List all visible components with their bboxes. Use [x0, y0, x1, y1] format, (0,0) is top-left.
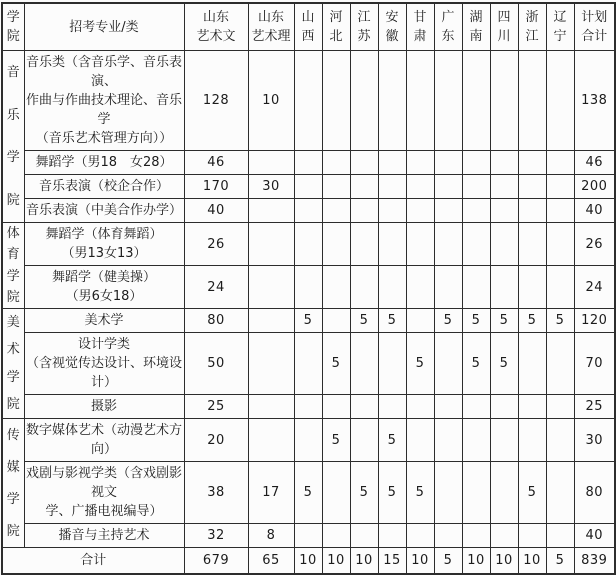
header-col-liaoning	[546, 3, 574, 51]
major-cell-line: （男6女18）	[65, 289, 143, 304]
plan-cell-jiangsu	[350, 333, 378, 395]
college-cell-physical-education	[2, 223, 24, 309]
plan-cell-plan-total: 120	[574, 309, 615, 333]
plan-cell-zhejiang	[518, 151, 546, 175]
header-col-gansu-line: 甘	[413, 10, 427, 25]
header-col-sichuan-line: 四	[497, 10, 511, 25]
plan-cell-sichuan	[490, 51, 518, 151]
table-header	[2, 3, 615, 51]
footer-label-cell: 合计	[2, 548, 184, 575]
footer-cell-guangdong: 5	[434, 548, 462, 575]
footer-cell-jiangsu: 10	[350, 548, 378, 575]
plan-cell-shanxi	[294, 175, 322, 199]
plan-cell-plan-total: 138	[574, 51, 615, 151]
plan-cell-plan-total: 200	[574, 175, 615, 199]
plan-cell-sd-arts-wen: 26	[184, 223, 248, 266]
header-col-hebei	[322, 3, 350, 51]
plan-cell-zhejiang	[518, 395, 546, 419]
plan-cell-plan-total: 70	[574, 333, 615, 395]
plan-cell-sichuan	[490, 175, 518, 199]
plan-cell-sd-arts-wen: 40	[184, 199, 248, 223]
plan-cell-hunan	[462, 223, 490, 266]
plan-cell-sd-arts-li	[248, 309, 294, 333]
major-cell	[24, 524, 184, 548]
major-row	[2, 223, 615, 266]
footer-cell-sd-arts-wen: 679	[184, 548, 248, 575]
plan-cell-jiangsu	[350, 51, 378, 151]
major-row	[2, 51, 615, 151]
footer-cell-anhui: 15	[378, 548, 406, 575]
plan-cell-sd-arts-wen: 32	[184, 524, 248, 548]
college-char: 学	[6, 369, 20, 385]
college-char: 学	[6, 491, 20, 507]
plan-cell-sd-arts-li	[248, 333, 294, 395]
college-char: 院	[6, 523, 20, 539]
major-row	[2, 175, 615, 199]
plan-cell-sichuan	[490, 266, 518, 309]
plan-cell-jiangsu	[350, 395, 378, 419]
major-cell-line: 音乐表演（中美合作办学）	[25, 203, 182, 218]
plan-cell-anhui	[378, 151, 406, 175]
major-cell	[24, 462, 184, 524]
major-cell	[24, 333, 184, 395]
major-cell-line: 数字媒体艺术（动漫艺术方向）	[25, 423, 182, 457]
header-col-anhui-line: 安	[385, 10, 399, 25]
plan-cell-hebei	[322, 51, 350, 151]
college-char: 学	[6, 268, 20, 284]
header-col-zhejiang-line: 江	[525, 29, 539, 44]
plan-cell-sichuan: 5	[490, 309, 518, 333]
header-college-line: 院	[6, 29, 20, 44]
footer-cell-hunan: 10	[462, 548, 490, 575]
plan-cell-plan-total: 40	[574, 524, 615, 548]
plan-cell-sd-arts-wen: 46	[184, 151, 248, 175]
major-cell-line: （男13女13）	[61, 246, 147, 261]
plan-cell-gansu	[406, 524, 434, 548]
college-cell-fine-arts	[2, 309, 24, 419]
plan-cell-hebei	[322, 266, 350, 309]
major-cell-line: 舞蹈学（健美操）	[51, 270, 156, 285]
plan-cell-jiangsu	[350, 175, 378, 199]
header-col-hunan-line: 湖	[469, 10, 483, 25]
major-row	[2, 333, 615, 395]
plan-cell-gansu	[406, 419, 434, 462]
plan-cell-hunan	[462, 175, 490, 199]
plan-cell-hunan	[462, 395, 490, 419]
plan-cell-anhui	[378, 395, 406, 419]
major-cell-line: （音乐艺术管理方向））	[35, 131, 173, 146]
plan-cell-anhui	[378, 333, 406, 395]
plan-cell-sd-arts-li	[248, 151, 294, 175]
plan-cell-sd-arts-li	[248, 266, 294, 309]
college-cell-media	[2, 419, 24, 548]
plan-cell-liaoning	[546, 223, 574, 266]
plan-cell-guangdong	[434, 266, 462, 309]
plan-cell-jiangsu: 5	[350, 462, 378, 524]
header-col-guangdong	[434, 3, 462, 51]
plan-cell-sd-arts-wen: 128	[184, 51, 248, 151]
plan-cell-hebei	[322, 462, 350, 524]
plan-cell-sichuan	[490, 524, 518, 548]
plan-cell-shanxi	[294, 419, 322, 462]
plan-cell-zhejiang	[518, 333, 546, 395]
major-cell-line: 音乐表演（校企合作）	[38, 179, 169, 194]
header-col-jiangsu-line: 苏	[357, 29, 371, 44]
plan-cell-sd-arts-wen: 25	[184, 395, 248, 419]
plan-cell-sd-arts-li: 30	[248, 175, 294, 199]
plan-cell-sichuan: 5	[490, 333, 518, 395]
plan-cell-liaoning: 5	[546, 309, 574, 333]
header-col-sd-arts-wen	[184, 3, 248, 51]
header-col-sd-arts-li-line: 山东	[257, 10, 284, 25]
plan-cell-shanxi	[294, 266, 322, 309]
plan-cell-sd-arts-wen: 50	[184, 333, 248, 395]
plan-cell-zhejiang	[518, 199, 546, 223]
major-cell	[24, 51, 184, 151]
plan-cell-zhejiang	[518, 223, 546, 266]
plan-cell-liaoning	[546, 151, 574, 175]
college-cell-music	[2, 51, 24, 223]
plan-cell-shanxi: 5	[294, 309, 322, 333]
major-cell	[24, 175, 184, 199]
plan-cell-plan-total: 24	[574, 266, 615, 309]
college-char: 体	[6, 226, 20, 242]
plan-cell-zhejiang: 5	[518, 309, 546, 333]
college-name-media	[3, 419, 24, 547]
header-col-jiangsu	[350, 3, 378, 51]
plan-cell-sichuan	[490, 462, 518, 524]
plan-cell-gansu	[406, 395, 434, 419]
major-cell-line: 戏剧与影视学类（含戏剧影视文	[25, 466, 182, 500]
header-col-gansu-line: 肃	[413, 29, 427, 44]
plan-cell-anhui	[378, 266, 406, 309]
header-col-hunan-line: 南	[469, 29, 483, 44]
plan-cell-guangdong	[434, 462, 462, 524]
plan-cell-liaoning	[546, 524, 574, 548]
college-name-fine-arts	[3, 309, 24, 418]
plan-cell-hebei	[322, 151, 350, 175]
college-char: 音	[6, 64, 20, 80]
college-char: 院	[6, 193, 20, 209]
header-col-plan-total-line: 计划	[581, 10, 608, 25]
footer-cell-sichuan: 10	[490, 548, 518, 575]
header-col-sichuan	[490, 3, 518, 51]
major-row	[2, 309, 615, 333]
major-cell-line: 学、广播电视编导）	[45, 504, 163, 519]
plan-cell-liaoning	[546, 199, 574, 223]
college-char: 乐	[6, 107, 20, 123]
footer-cell-sd-arts-li: 65	[248, 548, 294, 575]
plan-cell-hunan	[462, 51, 490, 151]
plan-cell-jiangsu	[350, 199, 378, 223]
plan-cell-hunan	[462, 462, 490, 524]
plan-cell-guangdong	[434, 524, 462, 548]
plan-cell-jiangsu: 5	[350, 309, 378, 333]
header-col-hebei-line: 北	[329, 29, 343, 44]
header-major-line: 招考专业/类	[69, 19, 139, 35]
plan-cell-liaoning	[546, 51, 574, 151]
header-col-shanxi	[294, 3, 322, 51]
footer-cell-liaoning: 5	[546, 548, 574, 575]
plan-cell-shanxi	[294, 199, 322, 223]
plan-cell-liaoning	[546, 266, 574, 309]
header-col-shanxi-line: 山	[301, 10, 315, 25]
plan-cell-sd-arts-li: 17	[248, 462, 294, 524]
plan-cell-gansu	[406, 175, 434, 199]
plan-cell-gansu: 5	[406, 462, 434, 524]
college-char: 媒	[6, 459, 20, 475]
header-row	[2, 3, 615, 51]
plan-cell-jiangsu	[350, 151, 378, 175]
header-col-zhejiang	[518, 3, 546, 51]
major-cell	[24, 395, 184, 419]
plan-cell-hebei	[322, 524, 350, 548]
plan-cell-zhejiang	[518, 175, 546, 199]
plan-cell-liaoning	[546, 462, 574, 524]
plan-cell-gansu	[406, 199, 434, 223]
header-col-liaoning-line: 宁	[553, 29, 567, 44]
major-cell	[24, 309, 184, 333]
header-col-hunan	[462, 3, 490, 51]
plan-cell-sichuan	[490, 223, 518, 266]
plan-cell-anhui: 5	[378, 309, 406, 333]
plan-cell-plan-total: 26	[574, 223, 615, 266]
footer-cell-gansu: 10	[406, 548, 434, 575]
major-row	[2, 524, 615, 548]
plan-cell-guangdong	[434, 395, 462, 419]
plan-cell-hunan	[462, 199, 490, 223]
plan-cell-shanxi	[294, 151, 322, 175]
plan-cell-sd-arts-li	[248, 419, 294, 462]
plan-cell-shanxi	[294, 333, 322, 395]
header-col-sd-arts-li	[248, 3, 294, 51]
college-name-music	[3, 51, 24, 222]
plan-cell-sichuan	[490, 151, 518, 175]
major-cell-line: 音乐类（含音乐学、音乐表演、	[25, 55, 182, 89]
header-col-shanxi-line: 西	[301, 29, 315, 44]
header-col-anhui	[378, 3, 406, 51]
plan-cell-hunan: 5	[462, 333, 490, 395]
plan-cell-shanxi	[294, 524, 322, 548]
plan-cell-hunan	[462, 524, 490, 548]
header-major	[24, 3, 184, 51]
footer-cell-zhejiang: 10	[518, 548, 546, 575]
plan-cell-hunan	[462, 419, 490, 462]
plan-cell-gansu	[406, 151, 434, 175]
plan-cell-jiangsu	[350, 223, 378, 266]
header-col-zhejiang-line: 浙	[525, 10, 539, 25]
college-char: 美	[6, 315, 20, 331]
header-col-hebei-line: 河	[329, 10, 343, 25]
college-char: 学	[6, 150, 20, 166]
college-char: 院	[6, 289, 20, 305]
college-char: 院	[6, 396, 20, 412]
plan-cell-hebei: 5	[322, 333, 350, 395]
plan-cell-hunan	[462, 151, 490, 175]
plan-cell-gansu	[406, 51, 434, 151]
plan-cell-zhejiang	[518, 419, 546, 462]
plan-cell-guangdong	[434, 51, 462, 151]
plan-cell-sd-arts-li	[248, 199, 294, 223]
header-col-guangdong-line: 广	[441, 10, 455, 25]
major-row	[2, 199, 615, 223]
admission-plan-table	[1, 2, 616, 575]
major-cell-line: 美术学	[84, 313, 124, 328]
header-col-jiangsu-line: 江	[357, 10, 371, 25]
plan-cell-plan-total: 30	[574, 419, 615, 462]
plan-cell-sichuan	[490, 419, 518, 462]
plan-cell-hebei	[322, 199, 350, 223]
plan-cell-shanxi: 5	[294, 462, 322, 524]
plan-cell-sichuan	[490, 199, 518, 223]
college-char: 育	[6, 247, 20, 263]
plan-cell-anhui	[378, 175, 406, 199]
plan-cell-jiangsu	[350, 266, 378, 309]
plan-cell-hunan: 5	[462, 309, 490, 333]
plan-cell-anhui: 5	[378, 462, 406, 524]
table-footer	[2, 548, 615, 575]
plan-cell-zhejiang	[518, 51, 546, 151]
header-col-guangdong-line: 东	[441, 29, 455, 44]
major-cell	[24, 199, 184, 223]
plan-cell-liaoning	[546, 175, 574, 199]
major-cell	[24, 419, 184, 462]
plan-cell-hebei: 5	[322, 419, 350, 462]
plan-cell-hebei	[322, 175, 350, 199]
major-cell-line: 播音与主持艺术	[58, 528, 150, 543]
major-cell	[24, 223, 184, 266]
header-col-plan-total	[574, 3, 615, 51]
major-row	[2, 395, 615, 419]
plan-cell-anhui	[378, 199, 406, 223]
plan-cell-sd-arts-li: 8	[248, 524, 294, 548]
college-name-physical-education	[3, 223, 24, 308]
major-row	[2, 462, 615, 524]
major-row	[2, 266, 615, 309]
plan-cell-zhejiang	[518, 524, 546, 548]
plan-cell-sichuan	[490, 395, 518, 419]
plan-cell-zhejiang: 5	[518, 462, 546, 524]
plan-cell-sd-arts-wen: 20	[184, 419, 248, 462]
plan-cell-zhejiang	[518, 266, 546, 309]
plan-cell-gansu	[406, 223, 434, 266]
plan-cell-liaoning	[546, 333, 574, 395]
header-col-gansu	[406, 3, 434, 51]
major-cell-line: 舞蹈学（男18 女28）	[35, 155, 173, 170]
plan-cell-plan-total: 25	[574, 395, 615, 419]
footer-cell-plan-total: 839	[574, 548, 615, 575]
plan-cell-plan-total: 40	[574, 199, 615, 223]
major-cell-line: （含视觉传达设计、环境设计）	[25, 356, 182, 390]
footer-cell-shanxi: 10	[294, 548, 322, 575]
footer-row	[2, 548, 615, 575]
table-body	[2, 51, 615, 548]
plan-cell-shanxi	[294, 51, 322, 151]
plan-cell-guangdong	[434, 419, 462, 462]
plan-cell-sd-arts-li	[248, 223, 294, 266]
header-col-liaoning-line: 辽	[553, 10, 567, 25]
major-cell-line: 设计学类	[77, 337, 130, 352]
plan-cell-hebei	[322, 309, 350, 333]
header-col-sichuan-line: 川	[497, 29, 511, 44]
plan-cell-gansu	[406, 266, 434, 309]
plan-cell-anhui	[378, 223, 406, 266]
plan-cell-hebei	[322, 395, 350, 419]
header-col-plan-total-line: 合计	[581, 29, 608, 44]
major-cell-line: 舞蹈学（体育舞蹈）	[45, 227, 163, 242]
plan-cell-guangdong	[434, 333, 462, 395]
plan-cell-anhui	[378, 524, 406, 548]
major-cell-line: 作曲与作曲技术理论、音乐学	[25, 93, 182, 127]
plan-cell-plan-total: 80	[574, 462, 615, 524]
plan-cell-anhui	[378, 51, 406, 151]
plan-cell-guangdong	[434, 199, 462, 223]
college-char: 术	[6, 342, 20, 358]
plan-cell-sd-arts-wen: 24	[184, 266, 248, 309]
header-college-line: 学	[6, 10, 20, 25]
major-cell-line: 摄影	[90, 399, 117, 414]
plan-cell-jiangsu	[350, 524, 378, 548]
plan-cell-guangdong	[434, 151, 462, 175]
major-row	[2, 151, 615, 175]
plan-cell-gansu	[406, 309, 434, 333]
footer-cell-hebei: 10	[322, 548, 350, 575]
plan-cell-anhui: 5	[378, 419, 406, 462]
header-col-anhui-line: 徽	[385, 29, 399, 44]
plan-cell-sd-arts-wen: 80	[184, 309, 248, 333]
plan-cell-guangdong	[434, 223, 462, 266]
plan-cell-sd-arts-li	[248, 395, 294, 419]
plan-cell-jiangsu	[350, 419, 378, 462]
plan-cell-shanxi	[294, 395, 322, 419]
plan-cell-gansu: 5	[406, 333, 434, 395]
plan-cell-shanxi	[294, 223, 322, 266]
header-college	[2, 3, 24, 51]
header-col-sd-arts-wen-line: 艺术文	[196, 29, 236, 44]
major-cell	[24, 266, 184, 309]
plan-cell-sd-arts-li: 10	[248, 51, 294, 151]
plan-cell-sd-arts-wen: 38	[184, 462, 248, 524]
plan-cell-sd-arts-wen: 170	[184, 175, 248, 199]
plan-cell-guangdong	[434, 175, 462, 199]
plan-cell-liaoning	[546, 395, 574, 419]
plan-cell-guangdong: 5	[434, 309, 462, 333]
plan-cell-hunan	[462, 266, 490, 309]
major-row	[2, 419, 615, 462]
header-col-sd-arts-wen-line: 山东	[202, 10, 229, 25]
plan-cell-plan-total: 46	[574, 151, 615, 175]
header-col-sd-arts-li-line: 艺术理	[251, 29, 291, 44]
college-char: 传	[6, 427, 20, 443]
plan-cell-liaoning	[546, 419, 574, 462]
plan-cell-hebei	[322, 223, 350, 266]
major-cell	[24, 151, 184, 175]
